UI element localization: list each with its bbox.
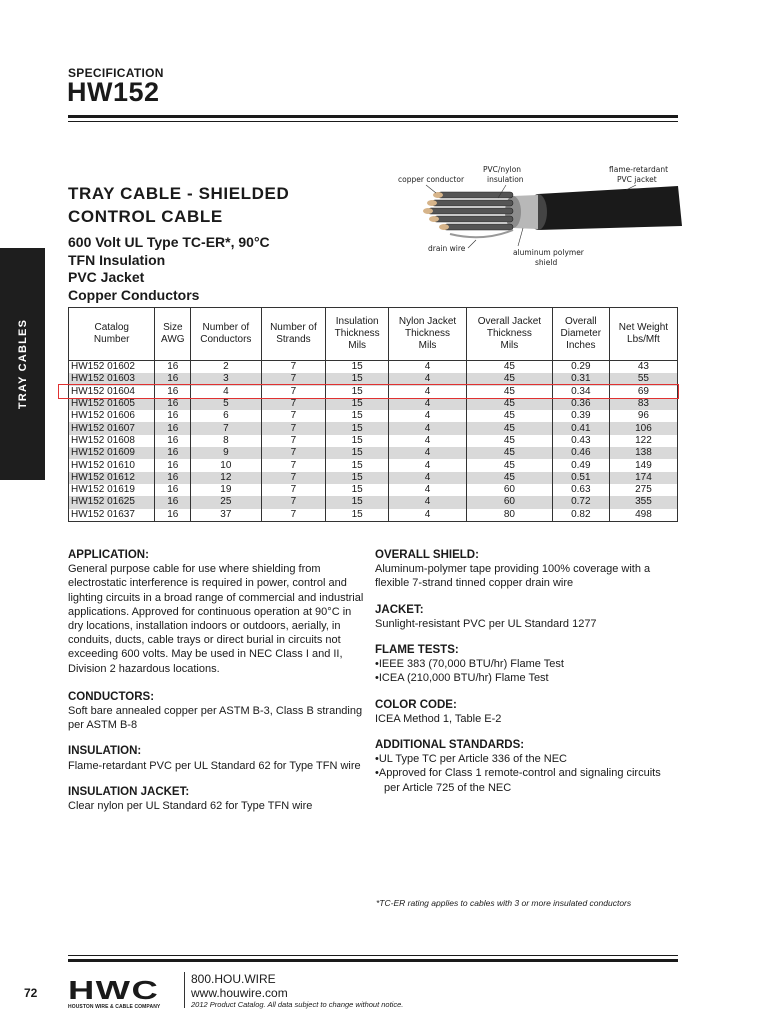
table-cell: 69 (609, 386, 677, 398)
table-cell: 16 (155, 410, 191, 422)
table-cell: 7 (261, 435, 326, 447)
table-cell: 15 (326, 459, 389, 471)
table-cell: 45 (467, 386, 553, 398)
table-cell: 275 (609, 484, 677, 496)
table-cell: 15 (326, 422, 389, 434)
table-cell: HW152 01603 (69, 373, 155, 385)
column-header-line: Mils (500, 340, 519, 351)
table-cell: 7 (261, 398, 326, 410)
table-cell: 122 (609, 435, 677, 447)
column-header (609, 308, 677, 361)
table-cell: 25 (191, 496, 261, 508)
column-header-line: Thickness (405, 328, 451, 339)
table-cell: 7 (261, 472, 326, 484)
table-cell: 174 (609, 472, 677, 484)
table-cell: 16 (155, 373, 191, 385)
conductors-heading: CONDUCTORS: (68, 690, 155, 703)
label-copper-conductor: copper conductor (398, 175, 465, 184)
column-header (191, 308, 261, 361)
table-row (69, 410, 678, 422)
list-item: • ICEA (210,000 BTU/hr) Flame Test (375, 671, 675, 685)
column-header-line: Strands (276, 334, 311, 345)
column-header-line: AWG (161, 334, 185, 345)
table-cell: 4 (389, 410, 467, 422)
table-cell: 19 (191, 484, 261, 496)
column-header-line: Thickness (334, 328, 380, 339)
table-cell: 16 (155, 509, 191, 522)
label-pvc-nylon-2: insulation (487, 175, 524, 184)
table-cell: HW152 01608 (69, 435, 155, 447)
table-cell: 138 (609, 447, 677, 459)
table-cell: 60 (467, 484, 553, 496)
table-cell: 5 (191, 398, 261, 410)
insulation-heading: INSULATION: (68, 745, 142, 758)
table-cell: 37 (191, 509, 261, 522)
title-line-2: CONTROL CABLE (68, 207, 223, 226)
table-cell: 0.46 (552, 447, 609, 459)
table-row (69, 459, 678, 471)
table-cell: 15 (326, 410, 389, 422)
model-number: HW152 (67, 77, 160, 107)
table-cell: 0.51 (552, 472, 609, 484)
table-cell: 45 (467, 459, 553, 471)
column-header-line: Catalog (94, 322, 129, 333)
catalog-notice: 2012 Product Catalog. All data subject to change without notice. (191, 1000, 404, 1009)
subtitle-line-2: TFN Insulation (68, 251, 166, 268)
table-cell: 0.63 (552, 484, 609, 496)
additional-standards-list (375, 752, 675, 795)
table-cell: 4 (389, 472, 467, 484)
table-cell: 16 (155, 386, 191, 398)
table-cell: 55 (609, 373, 677, 385)
table-cell: HW152 01606 (69, 410, 155, 422)
column-header (389, 308, 467, 361)
jacket-heading: JACKET: (375, 603, 424, 616)
table-cell: 7 (261, 447, 326, 459)
table-cell: 8 (191, 435, 261, 447)
table-cell: 16 (155, 422, 191, 434)
table-cell: 15 (326, 472, 389, 484)
column-header-line: Thickness (486, 328, 532, 339)
table-row (69, 435, 678, 447)
table-cell: 4 (389, 435, 467, 447)
column-header-line: Overall (564, 316, 597, 327)
conductor-bundle (428, 192, 513, 230)
table-cell: 0.39 (552, 410, 609, 422)
page-number: 72 (24, 986, 38, 1000)
table-cell: 16 (155, 484, 191, 496)
logo-mark: HWC (68, 975, 160, 1005)
table-cell: 355 (609, 496, 677, 508)
right-column (375, 548, 675, 803)
table-cell: 15 (326, 386, 389, 398)
column-header (467, 308, 553, 361)
overall-shield-heading: OVERALL SHIELD: (375, 549, 479, 561)
table-cell: 45 (467, 373, 553, 385)
column-header (155, 308, 191, 361)
table-row (69, 472, 678, 484)
flame-tests-list (375, 657, 675, 685)
table-cell: 10 (191, 459, 261, 471)
company-logo (68, 977, 168, 1010)
table-cell: 45 (467, 422, 553, 434)
table-row (69, 509, 678, 522)
table-cell: 4 (191, 386, 261, 398)
column-header-line: Diameter (560, 328, 602, 339)
table-cell: 4 (389, 398, 467, 410)
logo-company-name: HOUSTON WIRE & CABLE COMPANY (68, 1004, 161, 1010)
additional-standards-heading: ADDITIONAL STANDARDS: (375, 739, 525, 752)
phone-number: 800.HOU.WIRE (191, 972, 276, 986)
column-header-line: Nylon Jacket (398, 316, 457, 327)
table-cell: 7 (261, 410, 326, 422)
drain-wire-line (450, 230, 513, 237)
header-rule-thick (68, 115, 678, 118)
table-cell: 4 (389, 373, 467, 385)
table-cell: 7 (261, 373, 326, 385)
table-row (69, 398, 678, 410)
table-cell: 43 (609, 361, 677, 374)
table-row (69, 484, 678, 496)
overall-shield-body: Aluminum-polymer tape providing 100% coverage with a flexible 7-strand tinned copper drain wire (375, 563, 651, 590)
table-cell: 0.49 (552, 459, 609, 471)
header-rule-thin (68, 121, 678, 122)
column-header-line: Number of (270, 322, 317, 333)
product-subtitle (68, 234, 270, 304)
flame-tests-heading: FLAME TESTS: (375, 644, 459, 657)
table-cell: 45 (467, 472, 553, 484)
application-body: General purpose cable for use where shielding from electrostatic interference is required in power, control and lighting circuits in a broad range of commercial and industrial applications. Approved for continuous operation at 90°C in dry locations, installation indoors or outdoors, aerially, in conduits, ducts, cable trays or direct burial in circuits not exceeding 600 volts. May be used in NEC Class I and II, Division 2 hazardous locations. (68, 563, 364, 675)
table-cell: 16 (155, 472, 191, 484)
jacket-body: Sunlight-resistant PVC per UL Standard 1277 (375, 617, 597, 630)
cable-diagram (388, 160, 683, 270)
footnote: *TC-ER rating applies to cables with 3 or more insulated conductors (376, 898, 632, 908)
table-cell: 7 (261, 459, 326, 471)
column-header (552, 308, 609, 361)
table-cell: HW152 01619 (69, 484, 155, 496)
table-cell: 16 (155, 459, 191, 471)
column-header-line: Inches (566, 340, 596, 351)
table-cell: 15 (326, 509, 389, 522)
side-tab (0, 248, 45, 480)
table-cell: 0.72 (552, 496, 609, 508)
table-cell: 0.29 (552, 361, 609, 374)
column-header-line: Number (93, 334, 130, 345)
column-header-line: Size (163, 322, 183, 333)
table-cell: 2 (191, 361, 261, 374)
label-jacket-1: flame-retardant (609, 165, 669, 174)
table-cell: 4 (389, 484, 467, 496)
column-header-line: Number of (202, 322, 250, 333)
subtitle-line-3: PVC Jacket (68, 269, 145, 285)
column-header-line: Insulation (335, 316, 379, 327)
table-cell: 498 (609, 509, 677, 522)
subtitle-line-1: 600 Volt UL Type TC-ER*, 90°C (68, 234, 270, 250)
table-cell: 7 (261, 496, 326, 508)
table-row (69, 447, 678, 459)
table-cell: 15 (326, 398, 389, 410)
table-cell: 15 (326, 447, 389, 459)
table-cell: 4 (389, 447, 467, 459)
insulation-body: Flame-retardant PVC per UL Standard 62 for Type TFN wire (68, 759, 361, 772)
column-header-line: Mils (418, 340, 437, 351)
insulation-jacket-heading: INSULATION JACKET: (68, 785, 190, 798)
table-cell: 4 (389, 386, 467, 398)
column-header-line: Conductors (200, 334, 252, 345)
color-code-heading: COLOR CODE: (375, 698, 457, 711)
table-cell: 45 (467, 447, 553, 459)
table-cell: 7 (261, 422, 326, 434)
footer-rule-thick (68, 959, 678, 962)
table-row (69, 361, 678, 374)
insulation-jacket-body: Clear nylon per UL Standard 62 for Type TFN wire (68, 800, 313, 813)
table-cell: 16 (155, 361, 191, 374)
table-cell: 4 (389, 422, 467, 434)
cable-jacket-shape (538, 186, 682, 230)
table-cell: 60 (467, 496, 553, 508)
table-cell: 16 (155, 398, 191, 410)
table-cell: 149 (609, 459, 677, 471)
label-shield-1: aluminum polymer (513, 248, 584, 257)
subtitle-line-4: Copper Conductors (68, 286, 200, 303)
spec-table (68, 307, 678, 522)
product-title (68, 182, 289, 228)
table-cell: 0.36 (552, 398, 609, 410)
table-cell: 4 (389, 496, 467, 508)
column-header (69, 308, 155, 361)
table-cell: 0.43 (552, 435, 609, 447)
label-pvc-nylon-1: PVC/nylon (483, 165, 522, 174)
table-cell: 9 (191, 447, 261, 459)
table-cell: 15 (326, 373, 389, 385)
table-cell: 7 (261, 386, 326, 398)
table-cell: 15 (326, 496, 389, 508)
footer-divider (184, 972, 185, 1008)
table-cell: HW152 01612 (69, 472, 155, 484)
label-drain-wire: drain wire (428, 244, 466, 253)
table-cell: 4 (389, 459, 467, 471)
label-shield-2: shield (535, 258, 558, 267)
table-cell: 45 (467, 410, 553, 422)
list-item: • Approved for Class 1 remote-control and signaling circuits per Article 725 of the NEC (375, 766, 675, 794)
list-item: • IEEE 383 (70,000 BTU/hr) Flame Test (375, 657, 675, 671)
table-cell: 4 (389, 361, 467, 374)
table-cell: 15 (326, 484, 389, 496)
table-cell: 15 (326, 361, 389, 374)
table-cell: 0.31 (552, 373, 609, 385)
table-cell: 80 (467, 509, 553, 522)
table-cell: 7 (261, 361, 326, 374)
table-cell: 7 (261, 484, 326, 496)
column-header-line: Overall Jacket (477, 316, 542, 327)
table-row (69, 422, 678, 434)
table-cell: 0.41 (552, 422, 609, 434)
column-header (326, 308, 389, 361)
table-cell: 6 (191, 410, 261, 422)
application-heading: APPLICATION: (68, 549, 149, 561)
column-header-line: Lbs/Mft (627, 334, 660, 345)
website-link[interactable]: www.houwire.com (191, 986, 288, 1000)
column-header-line: Net Weight (618, 322, 669, 333)
table-cell: 12 (191, 472, 261, 484)
table-cell: HW152 01605 (69, 398, 155, 410)
table-cell: 83 (609, 398, 677, 410)
table-cell: 16 (155, 435, 191, 447)
table-cell: 16 (155, 496, 191, 508)
table-cell: 0.34 (552, 386, 609, 398)
table-cell: HW152 01625 (69, 496, 155, 508)
row-highlight-box (58, 384, 679, 399)
label-jacket-2: PVC jacket (617, 175, 657, 184)
column-header (261, 308, 326, 361)
list-item: • UL Type TC per Article 336 of the NEC (375, 752, 675, 766)
table-cell: 15 (326, 435, 389, 447)
column-header-line: Mils (348, 340, 367, 351)
table-cell: 96 (609, 410, 677, 422)
table-cell: HW152 01637 (69, 509, 155, 522)
table-cell: 45 (467, 361, 553, 374)
table-cell: 3 (191, 373, 261, 385)
table-cell: 4 (389, 509, 467, 522)
title-line-1: TRAY CABLE - SHIELDED (68, 184, 290, 203)
table-cell: 7 (191, 422, 261, 434)
table-cell: 106 (609, 422, 677, 434)
table-cell: 45 (467, 398, 553, 410)
table-cell: 0.82 (552, 509, 609, 522)
color-code-body: ICEA Method 1, Table E-2 (375, 712, 502, 725)
table-header-row (69, 308, 678, 361)
left-column (68, 548, 368, 821)
table-row (69, 496, 678, 508)
table-cell: 45 (467, 435, 553, 447)
conductors-body: Soft bare annealed copper per ASTM B-3, Class B stranding per ASTM B-8 (68, 705, 363, 732)
table-cell: HW152 01609 (69, 447, 155, 459)
spec-label: SPECIFICATION (68, 66, 164, 80)
footer-rule-thin (68, 955, 678, 956)
table-cell: 16 (155, 447, 191, 459)
table-cell: 7 (261, 509, 326, 522)
table-cell: HW152 01604 (69, 386, 155, 398)
side-tab-label: TRAY CABLES (16, 318, 29, 410)
table-cell: HW152 01602 (69, 361, 155, 374)
table-cell: HW152 01610 (69, 459, 155, 471)
table-cell: HW152 01607 (69, 422, 155, 434)
